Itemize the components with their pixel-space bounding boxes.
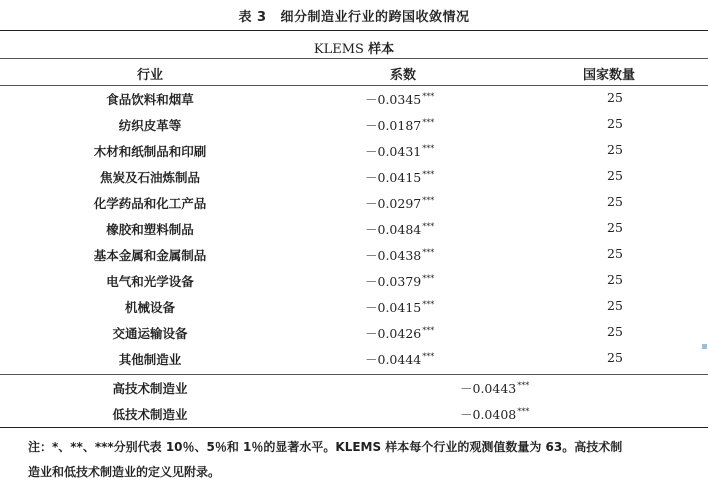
- row-countries: 25: [607, 324, 623, 339]
- table-note: [28, 435, 700, 485]
- table-title-text: 细分制造业行业的跨国收敛情况: [280, 10, 470, 25]
- row-industry: 食品饮料和烟草: [106, 92, 194, 107]
- row-coefficient: [365, 272, 434, 290]
- row-countries: 25: [607, 272, 623, 287]
- edge-marker: [702, 344, 707, 349]
- table-row: [0, 246, 708, 272]
- top-rule: [0, 30, 708, 31]
- row-countries: 25: [607, 116, 623, 131]
- row-industry: 其他制造业: [118, 352, 182, 367]
- group-industry: 低技术制造业: [112, 407, 188, 422]
- row-coef-value: －0.0415: [365, 170, 422, 185]
- row-coef-value: －0.0431: [365, 144, 422, 159]
- row-coef-stars: ***: [422, 196, 435, 205]
- row-coef-stars: ***: [422, 326, 435, 335]
- table-row: [0, 272, 708, 298]
- row-coefficient: [365, 298, 434, 316]
- sample-label-prefix: KLEMS: [313, 42, 369, 57]
- header-countries: 国家数量: [583, 68, 636, 83]
- row-industry: 机械设备: [124, 300, 175, 315]
- row-coef-value: －0.0438: [365, 248, 422, 263]
- row-coefficient: [365, 324, 434, 342]
- row-coef-value: －0.0484: [365, 222, 422, 237]
- row-industry: 橡胶和塑料制品: [106, 222, 194, 237]
- row-coef-stars: ***: [422, 222, 435, 231]
- row-countries: 25: [607, 90, 623, 105]
- row-countries: 25: [607, 298, 623, 313]
- row-coef-value: －0.0426: [365, 326, 422, 341]
- row-industry: 交通运输设备: [112, 326, 188, 341]
- row-countries: 25: [607, 220, 623, 235]
- row-industry: 电气和光学设备: [106, 274, 194, 289]
- table-row: [0, 324, 708, 350]
- table-row: [0, 350, 708, 376]
- table-row: [0, 220, 708, 246]
- group-coef-stars: ***: [517, 381, 530, 390]
- row-countries: 25: [607, 142, 623, 157]
- table-row: [0, 116, 708, 142]
- table-row: [0, 168, 708, 194]
- row-coef-value: －0.0297: [365, 196, 422, 211]
- row-coef-stars: ***: [422, 248, 435, 257]
- group-row: [0, 379, 708, 405]
- row-coefficient: [365, 116, 434, 134]
- bottom-rule: [0, 427, 708, 428]
- table-number: 表 3: [238, 10, 267, 25]
- row-countries: 25: [607, 168, 623, 183]
- table-row: [0, 142, 708, 168]
- row-coef-value: －0.0379: [365, 274, 422, 289]
- row-coefficient: [365, 168, 434, 186]
- row-coef-stars: ***: [422, 144, 435, 153]
- header-rule: [0, 85, 708, 86]
- row-coefficient: [365, 194, 434, 212]
- row-industry: 纺织皮革等: [118, 118, 182, 133]
- row-coef-value: －0.0444: [365, 352, 422, 367]
- row-countries: 25: [607, 350, 623, 365]
- row-countries: 25: [607, 194, 623, 209]
- row-industry: 木材和纸制品和印刷: [93, 144, 207, 159]
- note-line-2: 造业和低技术制造业的定义见附录。: [28, 465, 221, 479]
- row-coef-stars: ***: [422, 300, 435, 309]
- row-coefficient: [365, 90, 434, 108]
- row-coef-value: －0.0187: [365, 118, 422, 133]
- row-coef-stars: ***: [422, 170, 435, 179]
- group-coef-value: －0.0408: [460, 407, 517, 422]
- row-coef-stars: ***: [422, 352, 435, 361]
- table-title: [0, 6, 708, 25]
- table-row: [0, 90, 708, 116]
- row-coefficient: [365, 350, 434, 368]
- row-industry: 化学药品和化工产品: [93, 196, 207, 211]
- sample-label: [0, 38, 708, 57]
- row-coef-stars: ***: [422, 92, 435, 101]
- group-rule: [0, 374, 708, 375]
- row-coef-value: －0.0345: [365, 92, 422, 107]
- row-coef-stars: ***: [422, 118, 435, 127]
- note-line-1: 注：*、**、***分别代表 10％、5％和 1％的显著水平。KLEMS 样本每个行业的观测值数量为 63。高技术制: [28, 440, 623, 454]
- row-coef-value: －0.0415: [365, 300, 422, 315]
- table-row: [0, 194, 708, 220]
- row-countries: 25: [607, 246, 623, 261]
- group-coef-value: －0.0443: [460, 381, 517, 396]
- row-industry: 焦炭及石油炼制品: [99, 170, 200, 185]
- row-coefficient: [365, 220, 434, 238]
- row-coef-stars: ***: [422, 274, 435, 283]
- row-coefficient: [365, 246, 434, 264]
- sample-label-suffix: 样本: [368, 42, 395, 57]
- group-coef-stars: ***: [517, 407, 530, 416]
- table-row: [0, 298, 708, 324]
- header-industry: 行业: [136, 68, 163, 83]
- sample-rule: [0, 58, 708, 59]
- row-coefficient: [365, 142, 434, 160]
- group-industry: 高技术制造业: [112, 381, 188, 396]
- row-industry: 基本金属和金属制品: [93, 248, 207, 263]
- group-coefficient: [460, 405, 529, 423]
- header-coefficient: 系数: [390, 68, 417, 83]
- group-coefficient: [460, 379, 529, 397]
